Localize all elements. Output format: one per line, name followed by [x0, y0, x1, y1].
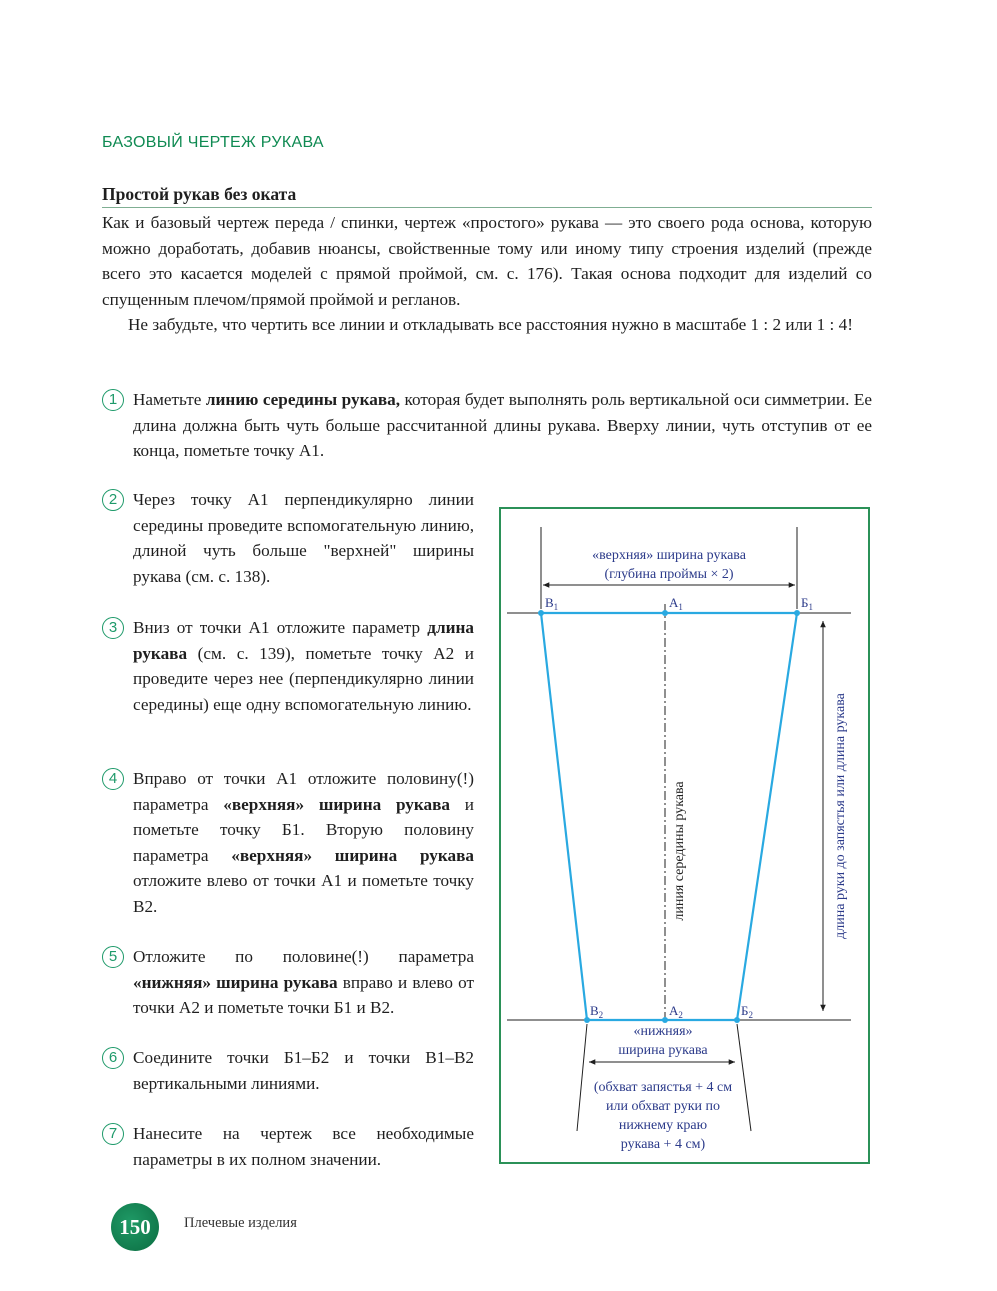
step-7-text: Нанесите на чертеж все необходимые параметры в их полном значении. — [133, 1124, 474, 1169]
step-number-2: 2 — [102, 489, 124, 511]
point-v1 — [538, 610, 544, 616]
step-3-text: Вниз от точки А1 отложите параметр длина рукава (см. с. 139), пометьте точку А2 и проведите через нее (перпендикулярно линии середины) еще одну вспомогательную линию. — [133, 618, 474, 714]
scale-note-paragraph: Не забудьте, что чертить все линии и откладывать все расстояния нужно в масштабе 1 : 2 или 1 : 4! — [128, 315, 853, 334]
step-number-4: 4 — [102, 768, 124, 790]
step-1-text: Наметьте линию середины рукава, которая будет выполнять роль вертикальной оси симметрии. Ее длина должна быть чуть больше рассчитанной длины рукава. Вверху линии, чуть отступив от ее конца, пометьте точку А1. — [133, 390, 873, 461]
sleeve-outline — [541, 613, 797, 1020]
top-width-label: «верхняя» ширина рукава — [592, 548, 746, 563]
step-5-text: Отложите по половине(!) параметра «нижняя» ширина рукава вправо и влево от точки А2 и пометьте точки Б1 и В2. — [133, 947, 475, 1018]
subsection-title: Простой рукав без оката — [102, 184, 297, 204]
step-number-5: 5 — [102, 946, 124, 968]
step-number-3: 3 — [102, 617, 124, 639]
top-width-note: (глубина проймы × 2) — [604, 567, 734, 582]
sleeve-draft-diagram — [499, 507, 870, 1164]
intro-paragraph: Как и базовый чертеж переда / спинки, чертеж «простого» рукава — это своего рода основа, которую можно доработать, добавив нюансы, свойственные тому или иному типу строения изделий (прежде всего это касается моделей с прямой проймой, см. с. 176). Такая основа подходит для изделий со спущенным плечом/прямой проймой и регланов. — [102, 213, 872, 309]
step-number-6: 6 — [102, 1047, 124, 1069]
point-a2 — [662, 1017, 668, 1023]
sleeve-length-label: длина руки до запястья или длина рукава — [833, 693, 848, 939]
bottom-width-label-1: «нижняя» — [633, 1024, 693, 1039]
bottom-note-line-2: или обхват руки по — [605, 1099, 721, 1114]
step-4-text: Вправо от точки А1 отложите половину(!) параметра «верхняя» ширина рукава и пометьте точку Б1. Вторую половину параметра «верхняя» ширина рукава отложите влево от точки А1 и пометьте точку В2. — [133, 769, 474, 916]
left-bottom-extension — [577, 1024, 587, 1131]
label-a2: $А_2$ — [669, 1003, 683, 1020]
sleeve-draft-svg — [501, 509, 868, 1162]
label-a1: $А_1$ — [669, 595, 683, 612]
label-v2: $В_2$ — [590, 1003, 604, 1020]
bottom-note-line-3: нижнему краю — [618, 1118, 708, 1133]
page-number-badge: 150 — [111, 1203, 159, 1251]
centerline-label: линия середины рукава — [672, 781, 687, 921]
bottom-width-label-2: ширина рукава — [618, 1043, 708, 1058]
step-number-7: 7 — [102, 1123, 124, 1145]
right-bottom-extension — [737, 1024, 751, 1131]
subsection-divider — [102, 207, 872, 208]
point-b1 — [794, 610, 800, 616]
label-b2: $Б_2$ — [741, 1003, 753, 1020]
section-title: БАЗОВЫЙ ЧЕРТЕЖ РУКАВА — [102, 134, 324, 151]
step-2-text: Через точку А1 перпендикулярно линии середины проведите вспомогательную линию, длиной чуть больше "верхней" ширины рукава (см. с. 138). — [133, 490, 474, 586]
step-number-1: 1 — [102, 389, 124, 411]
point-b2 — [734, 1017, 740, 1023]
label-b1: $Б_1$ — [801, 595, 813, 612]
step-6-text: Соедините точки Б1–Б2 и точки В1–В2 вертикальными линиями. — [133, 1048, 474, 1093]
bottom-note-line-4: рукава + 4 см) — [620, 1137, 706, 1152]
running-footer-section: Плечевые изделия — [184, 1215, 297, 1231]
point-a1 — [662, 610, 668, 616]
bottom-note-line-1: (обхват запястья + 4 см — [593, 1080, 733, 1095]
label-v1: $В_1$ — [545, 595, 559, 612]
